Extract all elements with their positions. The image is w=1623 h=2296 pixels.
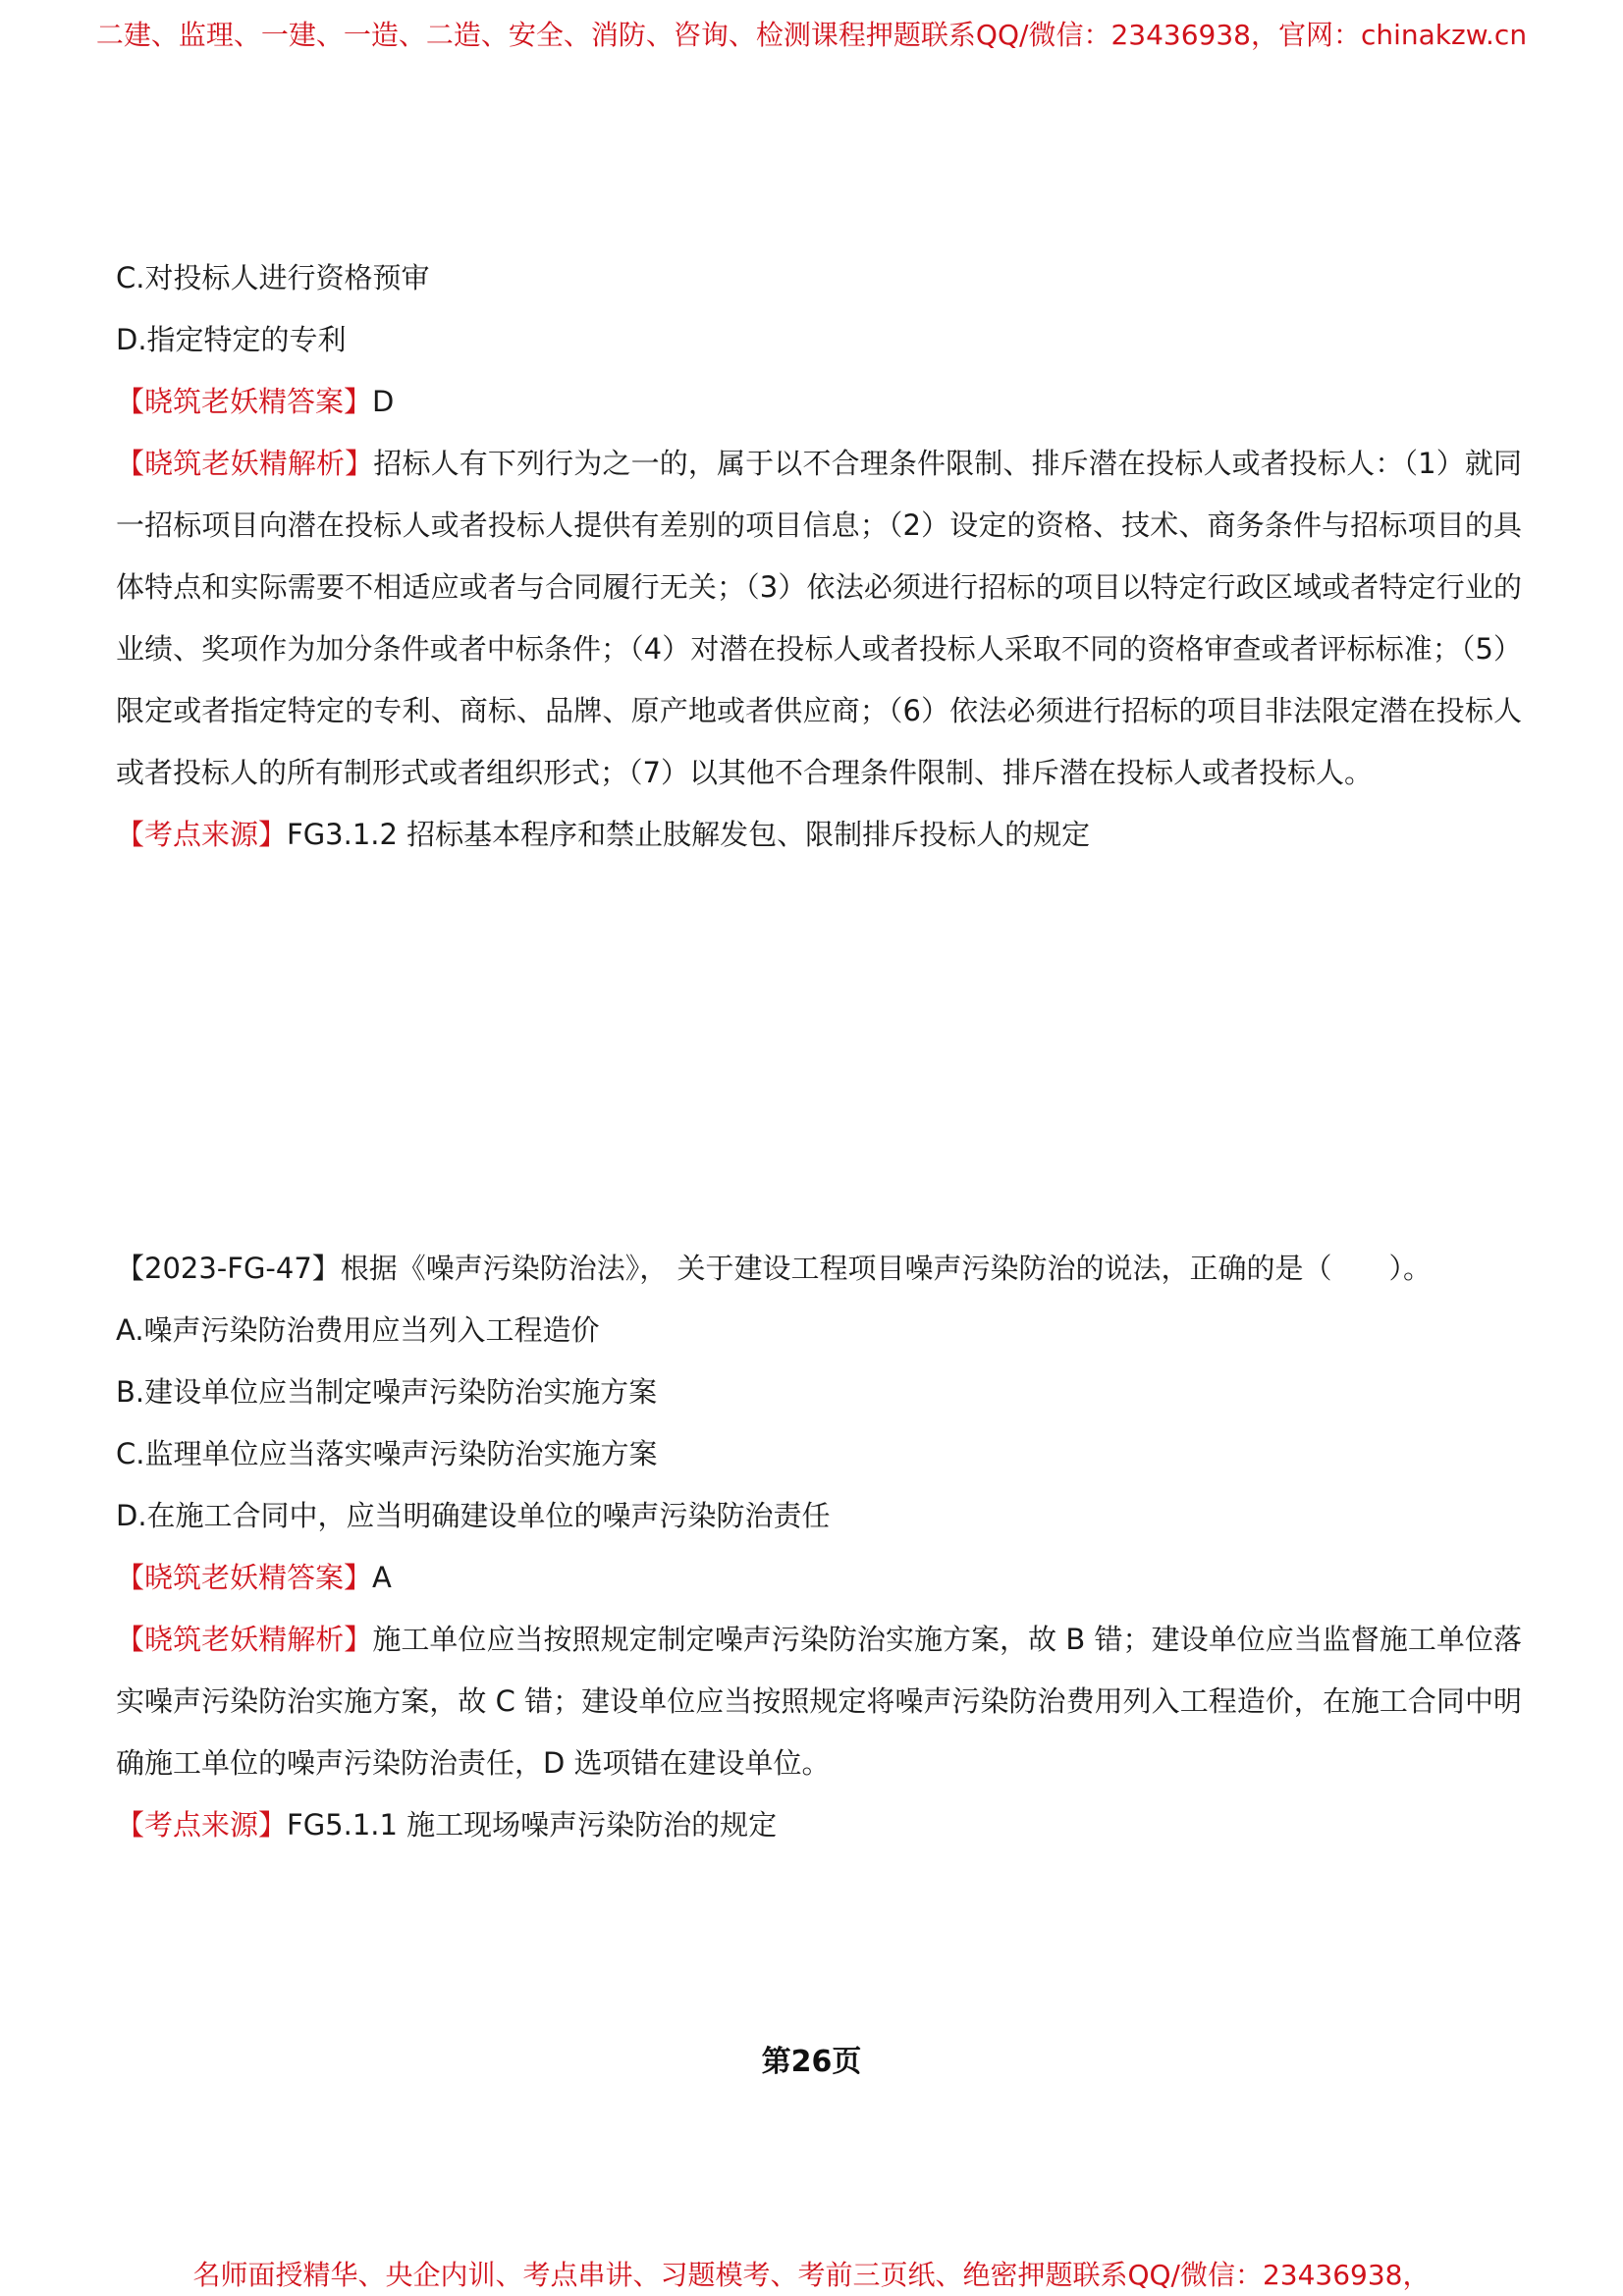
source-tag: 【考点来源】 [116, 1808, 288, 1842]
source-line [116, 1794, 1522, 1856]
analysis-text: 招标人有下列行为之一的，属于以不合理条件限制、排斥潜在投标人或者投标人：（1）就同一招标项目向潜在投标人或者投标人提供有差别的项目信息；（2）设定的资格、技术、商务条件与招标项目的具体特点和实际需要不相适应或者与合同履行无关；（3）依法必须进行招标的项目以特定行政区域或者特定行业的业绩、奖项作为加分条件或者中标条件；（4）对潜在投标人或者投标人采取不同的资格审查或者评标标准；（5）限定或者指定特定的专利、商标、品牌、原产地或者供应商；（6）依法必须进行招标的项目非法限定潜在投标人或者投标人的所有制形式或者组织形式；（7）以其他不合理条件限制、排斥潜在投标人或者投标人。 [116, 447, 1522, 789]
option-c: C.对投标人进行资格预审 [116, 261, 430, 294]
header-banner: 二建、监理、一建、一造、二造、安全、消防、咨询、检测课程押题联系QQ/微信：23436938，官网：chinakzw.cn [95, 19, 1528, 51]
analysis-tag: 【晓筑老妖精解析】 [116, 447, 374, 480]
analysis-text: 施工单位应当按照规定制定噪声污染防治实施方案，故 B 错；建设单位应当监督施工单位落实噪声污染防治实施方案，故 C 错；建设单位应当按照规定将噪声污染防治费用列入工程造价，在施工合同中明确施工单位的噪声污染防治责任，D 选项错在建设单位。 [116, 1623, 1522, 1780]
option-a: A.噪声污染防治费用应当列入工程造价 [116, 1313, 600, 1347]
answer-value: A [372, 1561, 392, 1594]
answer-line [116, 1547, 1522, 1609]
source-text: FG3.1.2 招标基本程序和禁止肢解发包、限制排斥投标人的规定 [287, 818, 1091, 851]
answer-tag: 【晓筑老妖精答案】 [116, 1561, 373, 1594]
answer-line [116, 371, 1522, 433]
question-prev-section [116, 247, 1522, 866]
footer-banner: 名师面授精华、央企内训、考点串讲、习题模考、考前三页纸、绝密押题联系QQ/微信：23436938， [192, 2259, 1431, 2291]
option-c: C.监理单位应当落实噪声污染防治实施方案 [116, 1437, 658, 1470]
option-b: B.建设单位应当制定噪声污染防治实施方案 [116, 1375, 658, 1409]
answer-tag: 【晓筑老妖精答案】 [116, 385, 373, 418]
analysis-paragraph [116, 433, 1522, 804]
source-text: FG5.1.1 施工现场噪声污染防治的规定 [287, 1808, 778, 1842]
question-47-section [116, 1238, 1522, 1856]
analysis-paragraph [116, 1609, 1522, 1794]
option-d: D.在施工合同中，应当明确建设单位的噪声污染防治责任 [116, 1499, 831, 1532]
source-line [116, 804, 1522, 866]
analysis-tag: 【晓筑老妖精解析】 [116, 1623, 373, 1656]
answer-value: D [372, 385, 395, 418]
question-stem: 【2023-FG-47】根据《噪声污染防治法》， 关于建设工程项目噪声污染防治的说法，正确的是（ ）。 [116, 1252, 1433, 1285]
option-d: D.指定特定的专利 [116, 323, 347, 356]
source-tag: 【考点来源】 [116, 818, 288, 851]
page-number: 第26页 [761, 2045, 862, 2079]
